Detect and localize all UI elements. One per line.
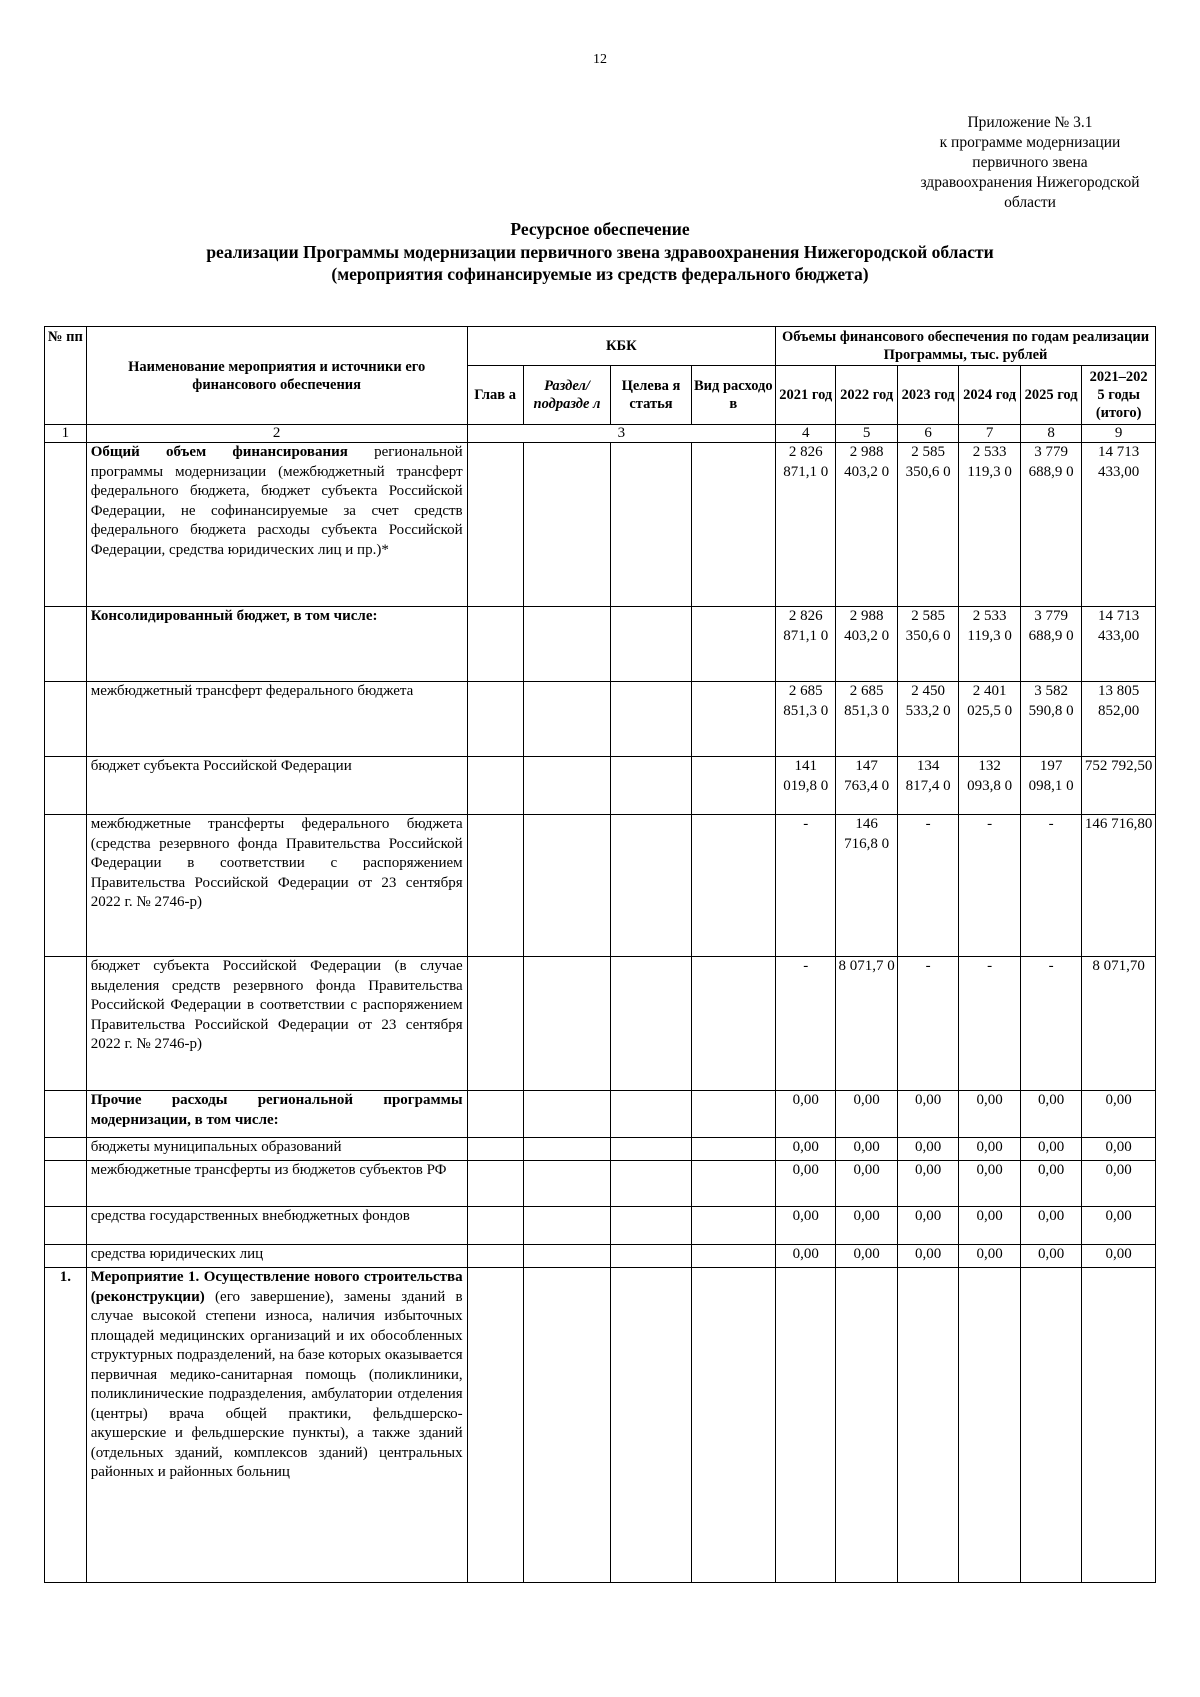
- kbk-cell: [611, 1245, 691, 1268]
- row-number: [45, 443, 87, 607]
- kbk-cell: [611, 1091, 691, 1138]
- col-header-2021: 2021 год: [776, 366, 836, 425]
- row-name: [86, 1245, 467, 1268]
- kbk-cell: [467, 1161, 523, 1207]
- row-name: [86, 607, 467, 682]
- row-name-text: региональной программы модернизации (межбюджетный трансферт федерального бюджета, бюджет субъекта Российской Федерации, не софинансируемые за счет средств федерального бюджета расходы субъекта Российской Федерации, средства юридических лиц и пр.)*: [90, 444, 463, 558]
- kbk-cell: [467, 815, 523, 957]
- row-number: [45, 607, 87, 682]
- kbk-cell: [691, 1245, 776, 1268]
- value-y2022: 0,00: [836, 1245, 897, 1268]
- value-y2022: 2 988 403,2 0: [836, 607, 897, 682]
- value-y2022: 2 685 851,3 0: [836, 682, 897, 757]
- row-name-text: (его завершение), замены зданий в случае высокой степени износа, наличия избыточных площадей медицинских организаций и их обособленных структурных подразделений, на базе которых оказывается первичная медико-санитарная помощь (поликлиники, поликлинические подразделения, амбулатории отделения (центры) врача общей практики, фельдшерско-акушерские и фельдшерские пункты), а также зданий (отдельных зданий, комплексов зданий) центральных районных и районных больниц: [90, 1288, 463, 1480]
- value-y2024: -: [959, 815, 1020, 957]
- kbk-cell: [523, 1245, 611, 1268]
- table-row: [45, 1138, 1156, 1161]
- value-y2022: 147 763,4 0: [836, 757, 897, 815]
- index-cell: 3: [467, 425, 775, 443]
- col-header-no: № пп: [45, 327, 87, 425]
- value-y2024: 0,00: [959, 1138, 1020, 1161]
- index-cell: 4: [776, 425, 836, 443]
- row-name-text: бюджет субъекта Российской Федерации (в случае выделения средств резервного фонда Правительства Российской Федерации в соответствии с распоряжением Правительства Российской Федерации от 23 сентября 2022 г. № 2746-р): [90, 958, 463, 1052]
- kbk-cell: [523, 815, 611, 957]
- value-y2023: 0,00: [897, 1207, 958, 1245]
- col-header-razdel: Раздел/ подразде л: [523, 366, 611, 425]
- value-y2023: -: [897, 957, 958, 1091]
- value-y2023: 134 817,4 0: [897, 757, 958, 815]
- value-total: 0,00: [1082, 1138, 1156, 1161]
- row-number: [45, 682, 87, 757]
- index-cell: 1: [45, 425, 87, 443]
- value-y2024: 2 401 025,5 0: [959, 682, 1020, 757]
- row-name-bold: Общий объем финансирования: [90, 444, 348, 460]
- kbk-cell: [523, 957, 611, 1091]
- kbk-cell: [691, 1207, 776, 1245]
- value-y2024: 2 533 119,3 0: [959, 607, 1020, 682]
- appendix-note: [905, 113, 1155, 213]
- value-y2025: 0,00: [1020, 1207, 1081, 1245]
- kbk-cell: [467, 957, 523, 1091]
- kbk-cell: [611, 1161, 691, 1207]
- kbk-cell: [691, 1091, 776, 1138]
- table-row: [45, 682, 1156, 757]
- appendix-line: первичного звена: [972, 154, 1088, 171]
- row-number: [45, 957, 87, 1091]
- value-y2023: [897, 1268, 958, 1583]
- kbk-cell: [691, 815, 776, 957]
- index-cell: 8: [1020, 425, 1081, 443]
- value-total: 8 071,70: [1082, 957, 1156, 1091]
- row-name-text: бюджет субъекта Российской Федерации: [90, 758, 352, 774]
- index-cell: 9: [1082, 425, 1156, 443]
- value-y2025: 0,00: [1020, 1161, 1081, 1207]
- row-number: 1.: [45, 1268, 87, 1583]
- row-number: [45, 1207, 87, 1245]
- row-number: [45, 1091, 87, 1138]
- value-y2025: 0,00: [1020, 1138, 1081, 1161]
- kbk-cell: [523, 757, 611, 815]
- value-y2021: 2 685 851,3 0: [776, 682, 836, 757]
- appendix-line: Приложение № 3.1: [967, 114, 1093, 131]
- row-number: [45, 1161, 87, 1207]
- value-total: 0,00: [1082, 1161, 1156, 1207]
- value-y2021: 0,00: [776, 1245, 836, 1268]
- kbk-cell: [523, 1207, 611, 1245]
- value-y2023: 2 450 533,2 0: [897, 682, 958, 757]
- value-y2024: -: [959, 957, 1020, 1091]
- value-total: 14 713 433,00: [1082, 443, 1156, 607]
- value-y2021: 0,00: [776, 1207, 836, 1245]
- table-body: [45, 443, 1156, 1583]
- row-name-text: межбюджетный трансферт федерального бюджета: [90, 683, 414, 699]
- kbk-cell: [467, 1138, 523, 1161]
- kbk-cell: [691, 957, 776, 1091]
- row-name: [86, 443, 467, 607]
- kbk-cell: [611, 682, 691, 757]
- kbk-cell: [523, 1091, 611, 1138]
- kbk-cell: [467, 607, 523, 682]
- row-name-text: межбюджетные трансферты федерального бюджета (средства резервного фонда Правительства Российской Федерации в соответствии с распоряжением Правительства Российской Федерации от 23 сентября 2022 г. № 2746-р): [90, 816, 463, 910]
- row-name-bold: Консолидированный бюджет, в том числе:: [90, 608, 378, 624]
- kbk-cell: [691, 1268, 776, 1583]
- row-number: [45, 757, 87, 815]
- value-total: [1082, 1268, 1156, 1583]
- value-y2025: [1020, 1268, 1081, 1583]
- kbk-cell: [611, 1207, 691, 1245]
- row-name: [86, 682, 467, 757]
- row-name-bold: Прочие расходы региональной программы модернизации, в том числе:: [90, 1092, 463, 1128]
- appendix-line: области: [1004, 194, 1056, 211]
- kbk-cell: [691, 1138, 776, 1161]
- value-y2025: 0,00: [1020, 1245, 1081, 1268]
- row-number: [45, 1138, 87, 1161]
- value-y2022: [836, 1268, 897, 1583]
- kbk-cell: [523, 682, 611, 757]
- value-total: 752 792,50: [1082, 757, 1156, 815]
- kbk-cell: [611, 757, 691, 815]
- value-y2021: 0,00: [776, 1091, 836, 1138]
- index-cell: 2: [86, 425, 467, 443]
- kbk-cell: [611, 957, 691, 1091]
- value-y2024: 0,00: [959, 1207, 1020, 1245]
- value-y2025: 3 779 688,9 0: [1020, 443, 1081, 607]
- kbk-cell: [467, 757, 523, 815]
- col-header-kbk: КБК: [467, 327, 775, 366]
- value-y2025: -: [1020, 815, 1081, 957]
- table-row: [45, 1091, 1156, 1138]
- kbk-cell: [691, 443, 776, 607]
- value-y2025: -: [1020, 957, 1081, 1091]
- value-y2024: 0,00: [959, 1161, 1020, 1207]
- kbk-cell: [611, 443, 691, 607]
- row-number: [45, 815, 87, 957]
- value-y2023: 2 585 350,6 0: [897, 607, 958, 682]
- value-y2025: 3 779 688,9 0: [1020, 607, 1081, 682]
- kbk-cell: [523, 1138, 611, 1161]
- table-row: [45, 607, 1156, 682]
- value-y2025: 3 582 590,8 0: [1020, 682, 1081, 757]
- row-name: [86, 1207, 467, 1245]
- row-name-text: межбюджетные трансферты из бюджетов субъектов РФ: [90, 1162, 447, 1178]
- kbk-cell: [467, 1091, 523, 1138]
- row-name: [86, 815, 467, 957]
- row-name: [86, 1268, 467, 1583]
- value-y2023: 0,00: [897, 1161, 958, 1207]
- kbk-cell: [467, 1207, 523, 1245]
- col-header-celevaya: Целева я статья: [611, 366, 691, 425]
- value-y2021: 141 019,8 0: [776, 757, 836, 815]
- row-name-bold: Мероприятие 1. Осуществление нового строительства (реконструкции): [90, 1269, 463, 1305]
- table-row: [45, 443, 1156, 607]
- kbk-cell: [691, 757, 776, 815]
- value-total: 0,00: [1082, 1091, 1156, 1138]
- col-header-2023: 2023 год: [897, 366, 958, 425]
- value-y2021: 2 826 871,1 0: [776, 607, 836, 682]
- value-y2022: 146 716,8 0: [836, 815, 897, 957]
- appendix-line: к программе модернизации: [939, 134, 1121, 151]
- col-header-total: 2021–202 5 годы (итого): [1082, 366, 1156, 425]
- kbk-cell: [523, 607, 611, 682]
- row-name-text: средства государственных внебюджетных фондов: [90, 1208, 410, 1224]
- value-total: 0,00: [1082, 1245, 1156, 1268]
- resource-table: [44, 326, 1156, 1583]
- value-y2022: 0,00: [836, 1207, 897, 1245]
- table-row: [45, 957, 1156, 1091]
- kbk-cell: [467, 443, 523, 607]
- value-y2023: 0,00: [897, 1245, 958, 1268]
- title-line: реализации Программы модернизации первичного звена здравоохранения Нижегородской области: [206, 241, 994, 262]
- value-y2021: [776, 1268, 836, 1583]
- document-title: [100, 218, 1100, 286]
- value-y2023: 2 585 350,6 0: [897, 443, 958, 607]
- col-header-volumes: Объемы финансового обеспечения по годам реализации Программы, тыс. рублей: [776, 327, 1156, 366]
- kbk-cell: [611, 607, 691, 682]
- value-y2023: 0,00: [897, 1091, 958, 1138]
- index-cell: 6: [897, 425, 958, 443]
- index-cell: 5: [836, 425, 897, 443]
- col-header-2022: 2022 год: [836, 366, 897, 425]
- value-y2024: 132 093,8 0: [959, 757, 1020, 815]
- value-total: 0,00: [1082, 1207, 1156, 1245]
- col-header-2024: 2024 год: [959, 366, 1020, 425]
- row-number: [45, 1245, 87, 1268]
- title-line: Ресурсное обеспечение: [510, 219, 690, 239]
- value-y2021: 0,00: [776, 1161, 836, 1207]
- kbk-cell: [691, 607, 776, 682]
- value-y2021: -: [776, 957, 836, 1091]
- value-y2021: -: [776, 815, 836, 957]
- row-name: [86, 957, 467, 1091]
- kbk-cell: [611, 1138, 691, 1161]
- value-y2024: 0,00: [959, 1091, 1020, 1138]
- value-total: 14 713 433,00: [1082, 607, 1156, 682]
- row-name-text: средства юридических лиц: [90, 1246, 264, 1262]
- index-row: [45, 425, 1156, 443]
- row-name: [86, 757, 467, 815]
- col-header-name: Наименование мероприятия и источники его финансового обеспечения: [86, 327, 467, 425]
- value-y2023: 0,00: [897, 1138, 958, 1161]
- value-total: 13 805 852,00: [1082, 682, 1156, 757]
- col-header-vid: Вид расходо в: [691, 366, 776, 425]
- table-row: [45, 815, 1156, 957]
- index-cell: 7: [959, 425, 1020, 443]
- table-row: [45, 1161, 1156, 1207]
- row-name: [86, 1091, 467, 1138]
- page-number: 12: [593, 52, 607, 67]
- row-name: [86, 1161, 467, 1207]
- value-y2024: [959, 1268, 1020, 1583]
- value-y2022: 0,00: [836, 1161, 897, 1207]
- value-y2025: 197 098,1 0: [1020, 757, 1081, 815]
- title-line: (мероприятия софинансируемые из средств федерального бюджета): [331, 264, 869, 284]
- kbk-cell: [611, 1268, 691, 1583]
- value-total: 146 716,80: [1082, 815, 1156, 957]
- kbk-cell: [691, 1161, 776, 1207]
- table-row: [45, 1268, 1156, 1583]
- value-y2025: 0,00: [1020, 1091, 1081, 1138]
- value-y2021: 2 826 871,1 0: [776, 443, 836, 607]
- value-y2022: 0,00: [836, 1138, 897, 1161]
- table-row: [45, 1245, 1156, 1268]
- col-header-2025: 2025 год: [1020, 366, 1081, 425]
- kbk-cell: [467, 1268, 523, 1583]
- row-name: [86, 1138, 467, 1161]
- table-row: [45, 1207, 1156, 1245]
- row-name-text: бюджеты муниципальных образований: [90, 1139, 342, 1155]
- value-y2022: 2 988 403,2 0: [836, 443, 897, 607]
- value-y2022: 8 071,7 0: [836, 957, 897, 1091]
- table-row: [45, 757, 1156, 815]
- appendix-line: здравоохранения Нижегородской: [920, 174, 1140, 191]
- value-y2021: 0,00: [776, 1138, 836, 1161]
- value-y2024: 2 533 119,3 0: [959, 443, 1020, 607]
- kbk-cell: [523, 1268, 611, 1583]
- kbk-cell: [523, 1161, 611, 1207]
- kbk-cell: [467, 1245, 523, 1268]
- col-header-glava: Глав а: [467, 366, 523, 425]
- value-y2023: -: [897, 815, 958, 957]
- value-y2022: 0,00: [836, 1091, 897, 1138]
- kbk-cell: [691, 682, 776, 757]
- kbk-cell: [611, 815, 691, 957]
- kbk-cell: [467, 682, 523, 757]
- value-y2024: 0,00: [959, 1245, 1020, 1268]
- kbk-cell: [523, 443, 611, 607]
